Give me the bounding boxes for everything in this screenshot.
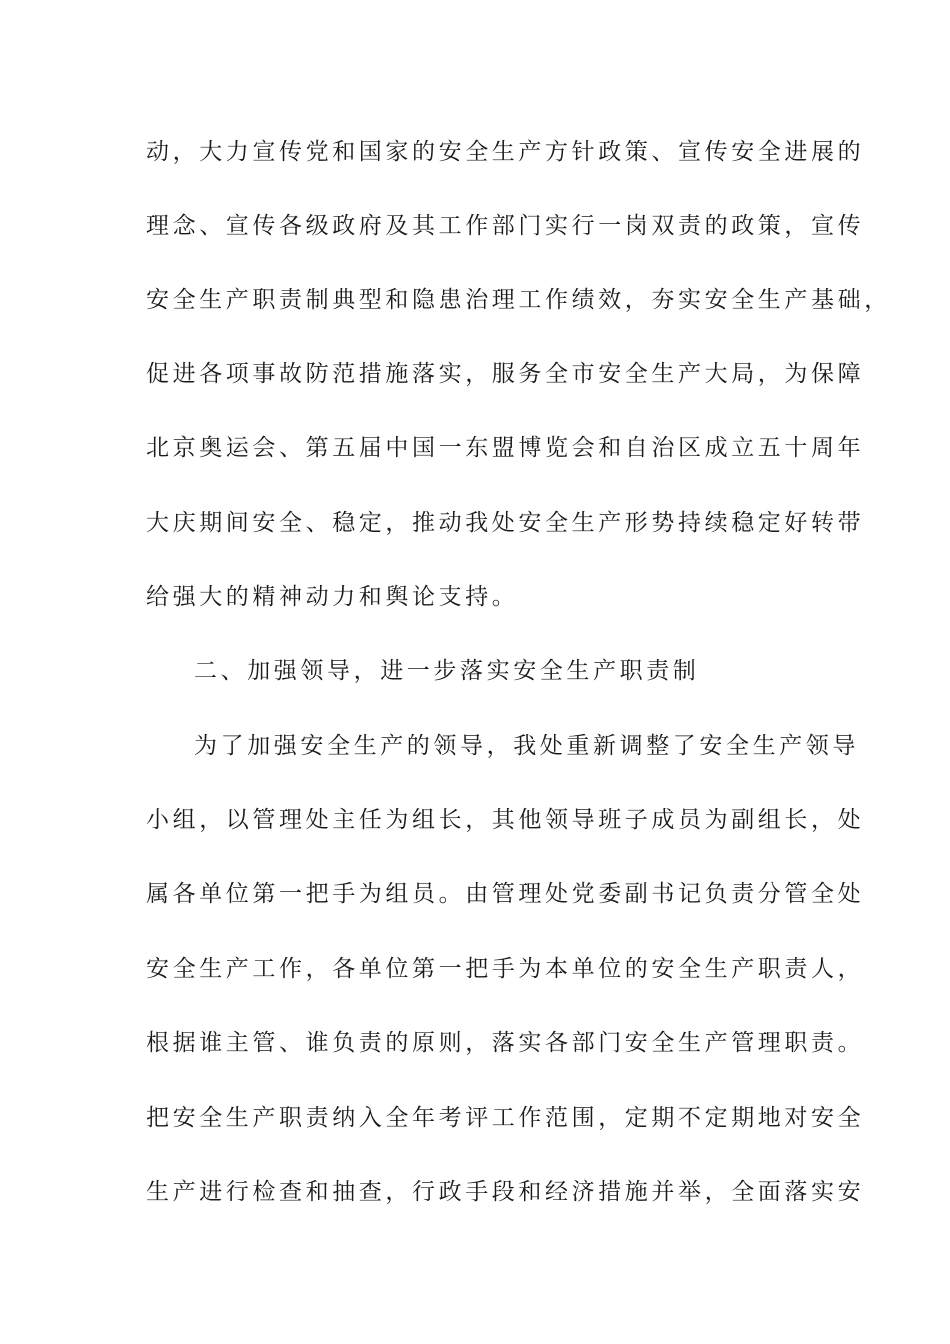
- text-line: 动，大力宣传党和国家的安全生产方针政策、宣传安全进展的: [146, 139, 865, 165]
- text-line: 北京奥运会、第五届中国一东盟博览会和自治区成立五十周年: [146, 435, 865, 461]
- text-line: 根据谁主管、谁负责的原则，落实各部门安全生产管理职责。: [146, 1030, 865, 1056]
- text-line: 生产进行检查和抽查，行政手段和经济措施并举，全面落实安: [146, 1179, 865, 1205]
- text-line: 小组，以管理处主任为组长，其他领导班子成员为副组长，处: [146, 807, 865, 833]
- text-line: 理念、宣传各级政府及其工作部门实行一岗双责的政策，宣传: [146, 213, 865, 239]
- text-line: 安全生产职责制典型和隐患治理工作绩效，夯实安全生产基础，: [146, 287, 891, 313]
- text-line: 把安全生产职责纳入全年考评工作范围，定期不定期地对安全: [146, 1105, 865, 1131]
- text-line: 促进各项事故防范措施落实，服务全市安全生产大局，为保障: [146, 361, 865, 387]
- text-line: 给强大的精神动力和舆论支持。: [146, 584, 519, 610]
- section-heading: 二、加强领导，进一步落实安全生产职责制: [194, 658, 700, 684]
- text-line: 大庆期间安全、稳定，推动我处安全生产形势持续稳定好转带: [146, 510, 865, 536]
- text-line: 属各单位第一把手为组员。由管理处党委副书记负责分管全处: [146, 881, 865, 907]
- paragraph-first-line: 为了加强安全生产的领导，我处重新调整了安全生产领导: [194, 733, 859, 759]
- text-line: 安全生产工作，各单位第一把手为本单位的安全生产职责人，: [146, 956, 865, 982]
